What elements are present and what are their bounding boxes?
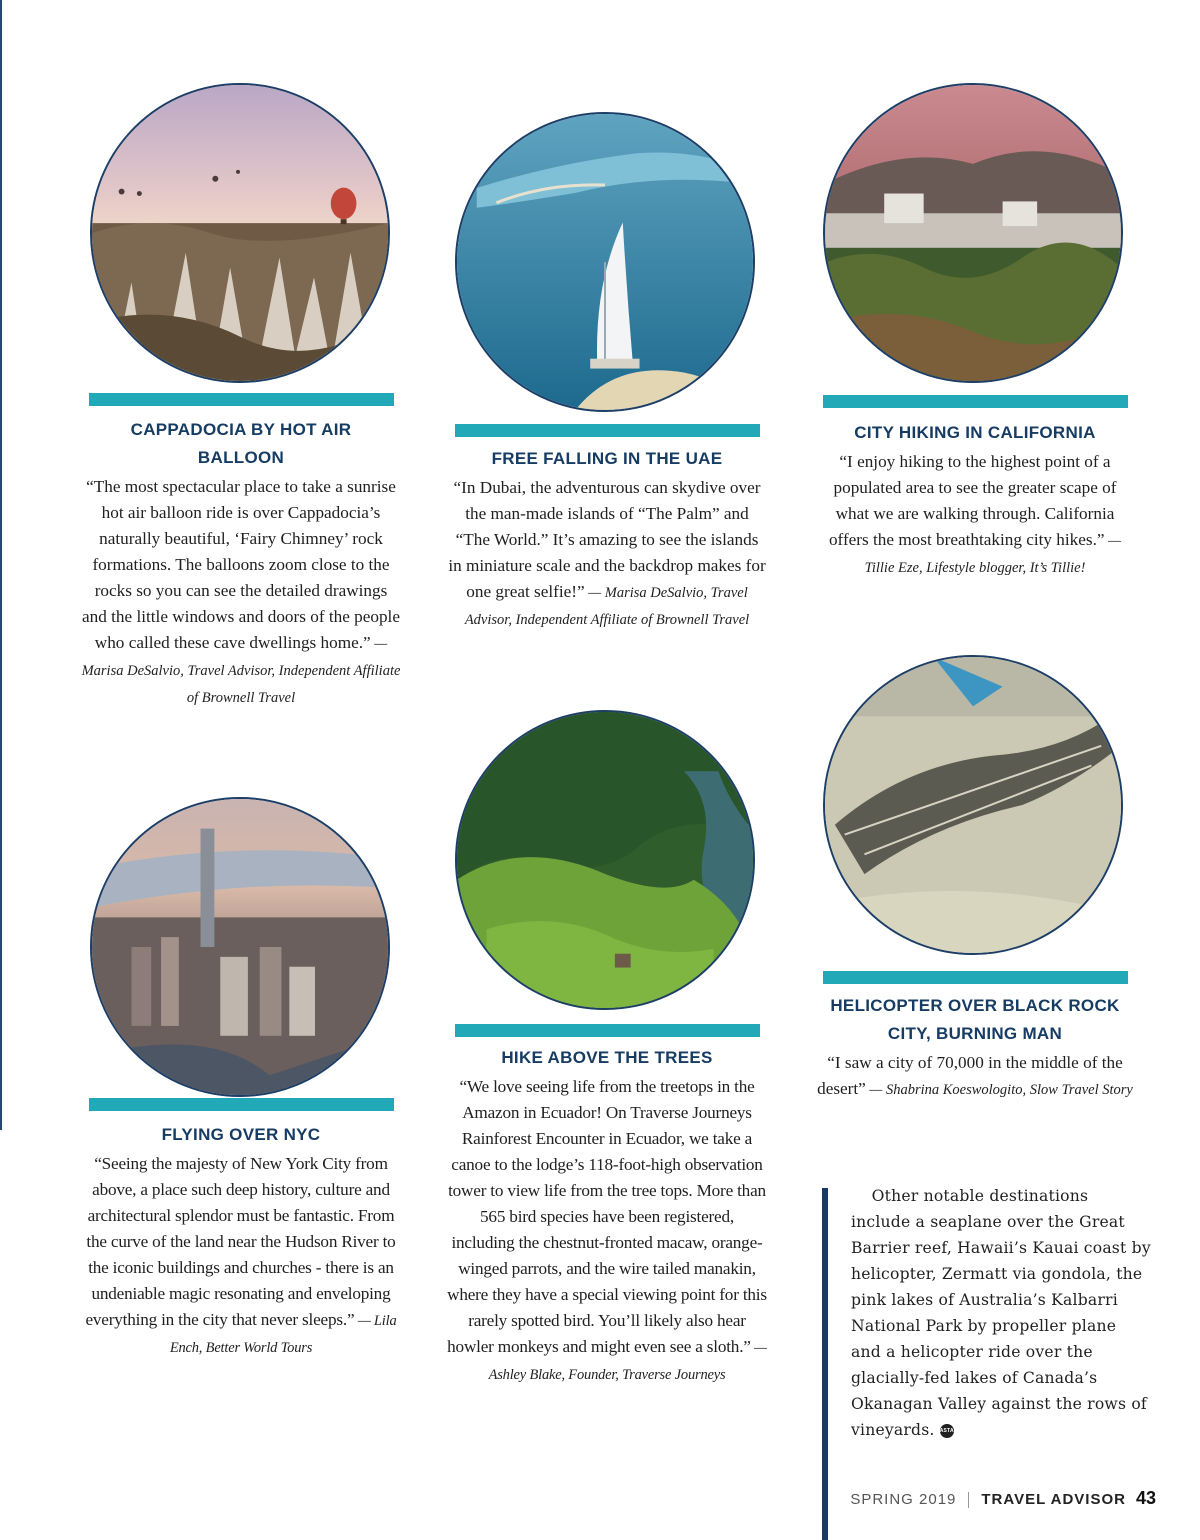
photo-amazon-rainforest-aerial xyxy=(455,710,755,1010)
article-heading: CITY HIKING IN CALIFORNIA xyxy=(854,423,1096,442)
article-body: “I enjoy hiking to the highest point of a populated area to see the greater scape of what we are walking through. California offers the most breathtaking city hikes.” — Tillie Eze, Lifestyle blogger, It’s Tillie! xyxy=(828,452,1122,576)
article-california xyxy=(815,419,1135,581)
article-attribution: — Lila Ench, Better World Tours xyxy=(169,1313,397,1356)
page-edge-rule xyxy=(0,0,2,1130)
article-heading: FLYING OVER NYC xyxy=(161,1125,321,1144)
photo-dubai-burj-al-arab xyxy=(455,112,755,412)
accent-bar-burning-man xyxy=(823,971,1128,984)
article-attribution: — Tillie Eze, Lifestyle blogger, It’s Tillie! xyxy=(864,533,1122,576)
photo-cappadocia-balloons xyxy=(90,83,390,383)
article-trees xyxy=(447,1044,767,1388)
article-attribution: — Ashley Blake, Founder, Traverse Journeys xyxy=(488,1340,767,1383)
sidebar-rule xyxy=(822,1188,828,1540)
article-body: “Seeing the majesty of New York City from above, a place such deep history, culture and architectural splendor must be fantastic. From the curve of the land near the Hudson River to the iconic buildings and churches - there is an undeniable magic resonating and enveloping everything in the city that never sleeps.” — Lila Ench, Better World Tours xyxy=(85,1154,397,1356)
footer-magazine: TRAVEL ADVISOR xyxy=(981,1491,1126,1508)
article-body: “I saw a city of 70,000 in the middle of the desert” — Shabrina Koeswologito, Slow Travel Story xyxy=(817,1053,1133,1098)
article-heading: FREE FALLING IN THE UAE xyxy=(491,449,723,468)
article-heading: HIKE ABOVE THE TREES xyxy=(501,1048,713,1067)
article-attribution: — Shabrina Koeswologito, Slow Travel Story xyxy=(865,1082,1133,1098)
footer-issue: SPRING 2019 xyxy=(850,1491,957,1508)
article-nyc xyxy=(81,1121,401,1361)
article-attribution: — Marisa DeSalvio, Travel Advisor, Independent Affiliate of Brownell Travel xyxy=(81,636,401,706)
article-body: “The most spectacular place to take a sunrise hot air balloon ride is over Cappadocia’s naturally beautiful, ‘Fairy Chimney’ rock formations. The balloons zoom close to the rocks so you can see the detailed drawings and the little windows and doors of the people who called these cave dwellings home.” — Marisa DeSalvio, Travel Advisor, Independent Affiliate of Brownell Travel xyxy=(81,477,401,706)
article-uae xyxy=(447,445,767,633)
article-heading: HELICOPTER OVER BLACK ROCK CITY, BURNING MAN xyxy=(830,996,1120,1043)
footer-divider xyxy=(968,1492,969,1508)
accent-bar-nyc xyxy=(89,1098,394,1111)
accent-bar-california xyxy=(823,395,1128,408)
photo-nyc-skyline-aerial xyxy=(90,797,390,1097)
asta-end-mark-icon: ASTA xyxy=(940,1424,954,1438)
accent-bar-uae xyxy=(455,424,760,437)
article-body: “In Dubai, the adventurous can skydive over the man-made islands of “The Palm” and “The World.” It’s amazing to see the islands in miniature scale and the backdrop makes for one great selfie!” — Marisa DeSalvio, Travel Advisor, Independent Affiliate of Brownell Travel xyxy=(448,478,766,628)
accent-bar-trees xyxy=(455,1024,760,1037)
accent-bar-cappadocia xyxy=(89,393,394,406)
page-number: 43 xyxy=(1135,1488,1156,1508)
article-heading: CAPPADOCIA BY HOT AIR BALLOON xyxy=(130,420,352,467)
article-burning-man xyxy=(815,992,1135,1103)
article-cappadocia xyxy=(81,416,401,711)
article-attribution: — Marisa DeSalvio, Travel Advisor, Independent Affiliate of Brownell Travel xyxy=(464,585,750,628)
page-footer xyxy=(850,1488,1156,1509)
article-body: “We love seeing life from the treetops in the Amazon in Ecuador! On Traverse Journeys Rainforest Encounter in Ecuador, we take a canoe to the lodge’s 118-foot-high observation tower to view life from the tree tops. More than 565 bird species have been registered, including the chestnut-fronted macaw, orange-winged parrots, and the wire tailed manakin, where they have a special viewing point for this rarely spotted bird. You’ll likely also hear howler monkeys and might even see a sloth.” — Ashley Blake, Founder, Traverse Journeys xyxy=(447,1077,767,1383)
sidebar-text: Other notable destinations include a seaplane over the Great Barrier reef, Hawaii’s Kauai coast by helicopter, Zermatt via gondola, the pink lakes of Australia’s Kalbarri National Park by propeller plane and a helicopter ride over the glacially-fed lakes of Canada’s Okanagan Valley against the rows of vineyards. ASTA xyxy=(851,1187,1151,1439)
photo-black-rock-city-aerial xyxy=(823,655,1123,955)
photo-hollywood-hills xyxy=(823,83,1123,383)
